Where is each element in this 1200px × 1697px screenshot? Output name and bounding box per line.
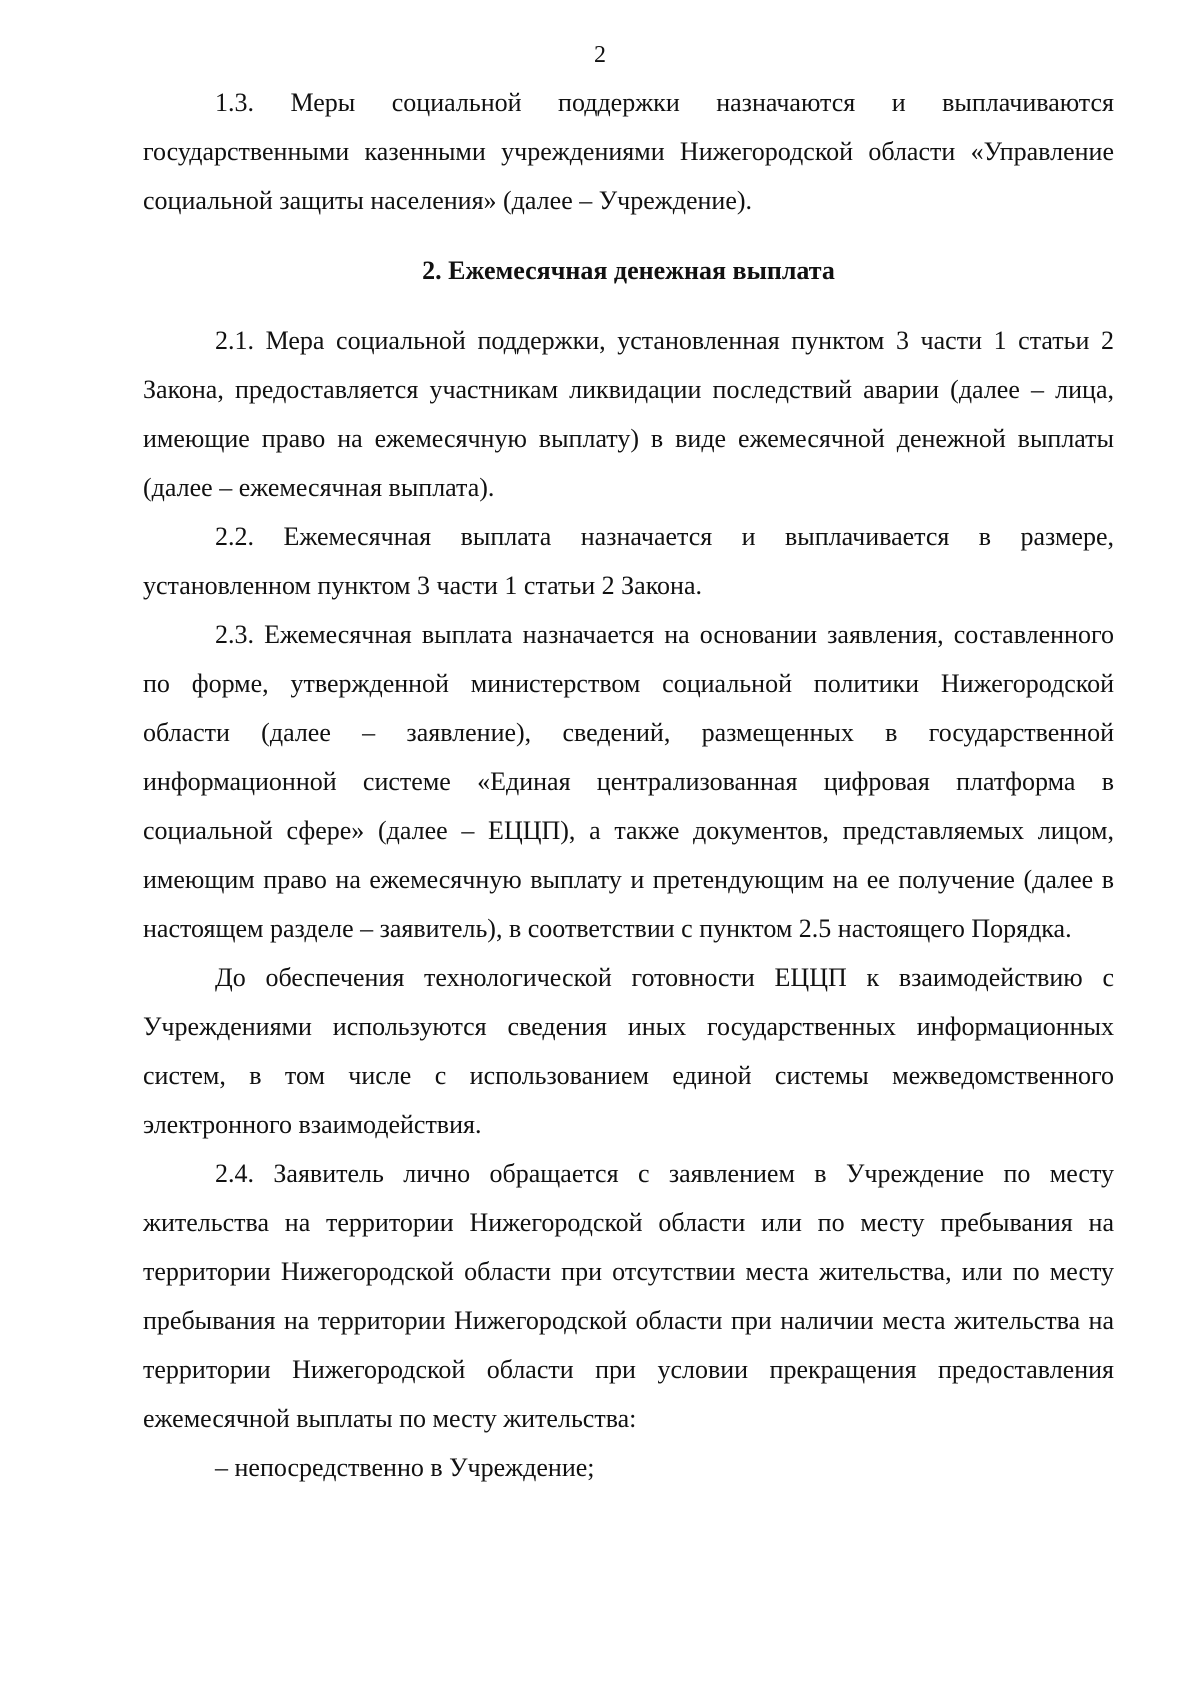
paragraph-2-4-list-item: – непосредственно в Учреждение;: [215, 1453, 595, 1482]
paragraph-2-3: 2.3. Ежемесячная выплата назначается на основании заявления, составленного по форме, утвержденной министерством социальной политики Нижегородской области (далее – заявление), сведений, размещенных в государственной информационной системе «Единая централизованная цифровая платформа в социальной сфере» (далее – ЕЦЦП), а также документов, представляемых лицом, имеющим право на ежемесячную выплату и претендующим на ее получение (далее в настоящем разделе – заявитель), в соответствии с пунктом 2.5 настоящего Порядка.: [143, 620, 1114, 943]
section-2-heading: 2. Ежемесячная денежная выплата: [422, 256, 835, 285]
paragraph-2-1: 2.1. Мера социальной поддержки, установленная пунктом 3 части 1 статьи 2 Закона, предоставляется участникам ликвидации последствий аварии (далее – лица, имеющие право на ежемесячную выплату) в виде ежемесячной денежной выплаты (далее – ежемесячная выплата).: [143, 326, 1114, 502]
paragraph-1-3: 1.3. Меры социальной поддержки назначаются и выплачиваются государственными казенными учреждениями Нижегородской области «Управление социальной защиты населения» (далее – Учреждение).: [143, 88, 1114, 215]
paragraph-2-3-continuation: До обеспечения технологической готовности ЕЦЦП к взаимодействию с Учреждениями используются сведения иных государственных информационных систем, в том числе с использованием единой системы межведомственного электронного взаимодействия.: [143, 963, 1114, 1139]
document-body: [143, 78, 1114, 1492]
paragraph-2-2: 2.2. Ежемесячная выплата назначается и выплачивается в размере, установленном пунктом 3 части 1 статьи 2 Закона.: [143, 522, 1114, 600]
paragraph-2-4: 2.4. Заявитель лично обращается с заявлением в Учреждение по месту жительства на территории Нижегородской области или по месту пребывания на территории Нижегородской области при отсутствии места жительства, или по месту пребывания на территории Нижегородской области при наличии места жительства на территории Нижегородской области при условии прекращения предоставления ежемесячной выплаты по месту жительства:: [143, 1159, 1114, 1433]
page-number: 2: [594, 42, 606, 68]
